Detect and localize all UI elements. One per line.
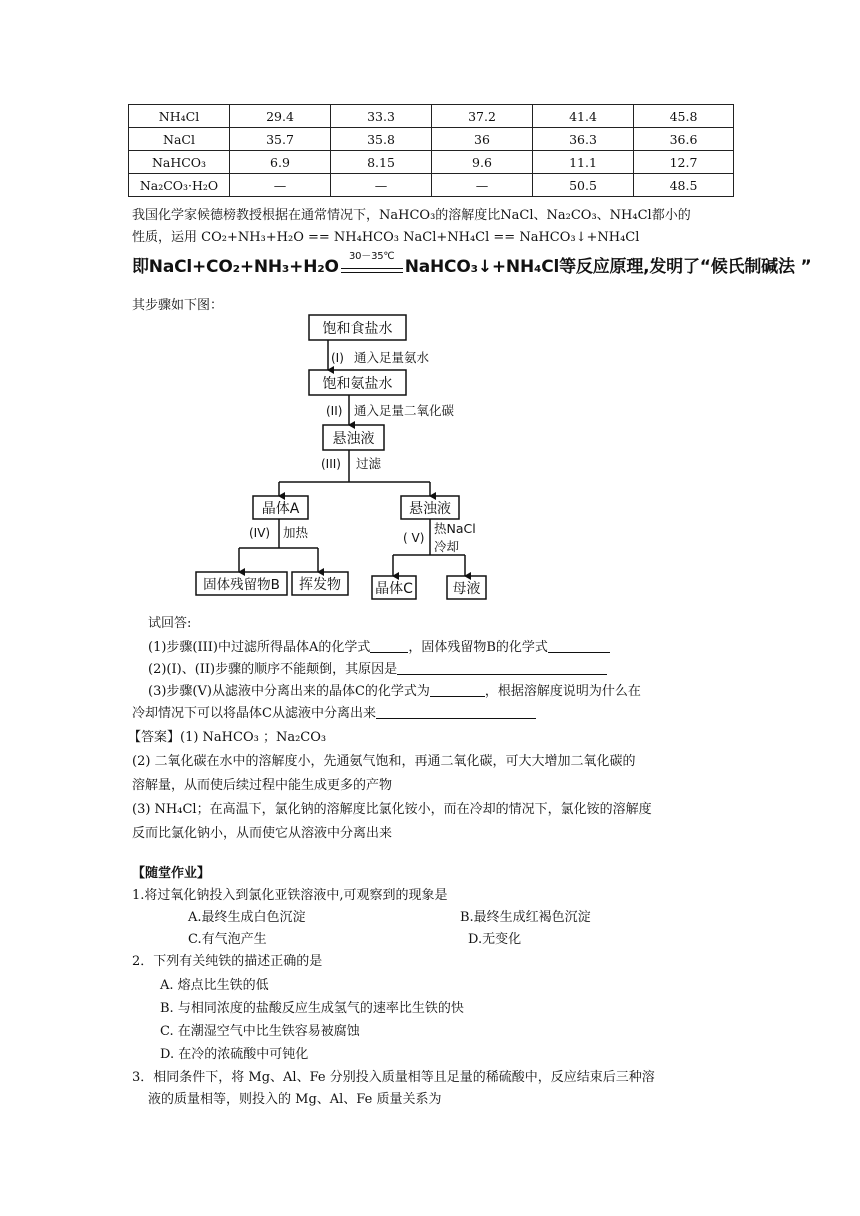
mother-liquor-label: 母液 [452, 581, 481, 597]
answer-line-4: (3) NH₄Cl；在高温下，氯化钠的溶解度比氯化铵小，而在冷却的情况下，氯化铵的溶解度 [132, 802, 652, 817]
step3-text: 过滤 [356, 456, 382, 471]
box1-label: 饱和食盐水 [322, 321, 393, 337]
suspension-2-label: 悬浊液 [409, 501, 451, 517]
question-1-part-b: ，固体残留物B的化学式 [408, 640, 548, 655]
table-cell: — [331, 174, 432, 197]
crystal-c-label: 晶体C [375, 581, 413, 597]
homework-question-1: 1.将过氧化钠投入到氯化亚铁溶液中,可观察到的现象是 [132, 888, 448, 903]
table-cell: 6.9 [230, 151, 331, 174]
step1-text: 通入足量氨水 [354, 350, 430, 365]
table-cell: 41.4 [533, 105, 634, 128]
question-1 [148, 636, 610, 655]
answer-blank [397, 661, 607, 675]
question-3-part-a: (3)步骤(V)从滤液中分离出来的晶体C的化学式为 [148, 684, 430, 699]
box2-label: 饱和氨盐水 [322, 376, 393, 392]
hw-q1-option-b: B.最终生成红褐色沉淀 [460, 910, 591, 925]
crystal-a-label: 晶体A [261, 501, 300, 517]
table-cell: — [230, 174, 331, 197]
answer-blank [430, 683, 485, 697]
box3-label: 悬浊液 [332, 431, 375, 447]
step4-number: (IV) [249, 526, 271, 540]
step3-number: (III) [321, 457, 341, 471]
question-3-part-c: 冷却情况下可以将晶体C从滤液中分离出来 [132, 706, 376, 721]
homework-question-3-line-2: 液的质量相等，则投入的 Mg、Al、Fe 质量关系为 [148, 1092, 442, 1107]
hw-q2-option-a: A. 熔点比生铁的低 [160, 978, 269, 993]
table-cell: NH₄Cl [129, 105, 230, 128]
step2-text: 通入足量二氧化碳 [354, 403, 455, 418]
table-cell: 33.3 [331, 105, 432, 128]
step2-number: (II) [326, 404, 343, 418]
solid-residue-b-label: 固体残留物B [203, 577, 280, 593]
question-3-continued [132, 702, 536, 721]
table-cell: 48.5 [634, 174, 734, 197]
step1-number: (I) [331, 351, 344, 365]
table-cell: 11.1 [533, 151, 634, 174]
step4-text: 加热 [283, 525, 309, 540]
table-cell: 36.3 [533, 128, 634, 151]
answer-line-2: (2) 二氧化碳在水中的溶解度小，先通氨气饱和，再通二氧化碳，可大大增加二氧化碳的 [132, 754, 636, 769]
equation-left: 即NaCl+CO₂+NH₃+H₂O [132, 257, 339, 277]
steps-intro: 其步骤如下图： [132, 298, 224, 313]
equation-right: NaHCO₃↓+NH₄Cl等反应原理,发明了“候氏制碱法 ” [404, 257, 812, 277]
table-cell: 50.5 [533, 174, 634, 197]
question-3 [148, 680, 641, 699]
table-cell: 36 [432, 128, 533, 151]
hw-q1-option-c: C.有气泡产生 [188, 932, 267, 947]
answer-line-3: 溶解量，从而使后续过程中能生成更多的产物 [132, 778, 393, 793]
answer-blank [376, 705, 536, 719]
hw-q2-option-c: C. 在潮湿空气中比生铁容易被腐蚀 [160, 1024, 360, 1039]
step5-number: ( V) [403, 531, 425, 545]
table-cell: 8.15 [331, 151, 432, 174]
question-2-text: (2)(I)、(II)步骤的顺序不能颠倒，其原因是 [148, 662, 398, 677]
homework-question-3-line-1: 3．相同条件下，将 Mg、Al、Fe 分别投入质量相等且足量的稀硫酸中，反应结束后三种溶 [132, 1070, 655, 1085]
questions-heading: 试回答: [148, 616, 192, 631]
table-cell: 29.4 [230, 105, 331, 128]
table-cell: — [432, 174, 533, 197]
answer-line-5: 反而比氯化钠小，从而使它从溶液中分离出来 [132, 826, 393, 841]
hw-q1-option-d: D.无变化 [468, 932, 522, 947]
step5-text-line2: 冷却 [434, 539, 460, 554]
answer-blank [548, 639, 610, 653]
table-cell: 12.7 [634, 151, 734, 174]
condition-label: 30－35℃ [348, 251, 395, 262]
answer-blank [370, 639, 408, 653]
table-cell: 37.2 [432, 105, 533, 128]
answer-line-1: 【答案】(1) NaHCO₃ ；Na₂CO₃ [128, 730, 327, 745]
question-1-part-a: (1)步骤(III)中过滤所得晶体A的化学式 [148, 640, 371, 655]
volatiles-label: 挥发物 [299, 577, 341, 593]
homework-question-2: 2．下列有关纯铁的描述正确的是 [132, 954, 323, 969]
question-2 [148, 658, 607, 677]
intro-line-2: 性质，运用 CO₂+NH₃+H₂O == NH₄HCO₃ NaCl+NH₄Cl == NaHCO₃↓+NH₄Cl [132, 230, 640, 245]
step5-text-line1: 热NaCl [434, 521, 476, 536]
table-cell: 36.6 [634, 128, 734, 151]
intro-line-1: 我国化学家候德榜教授根据在通常情况下，NaHCO₃的溶解度比NaCl、Na₂CO₃、NH₄Cl都小的 [132, 208, 691, 223]
table-cell: Na₂CO₃·H₂O [129, 174, 230, 197]
table-cell: 35.7 [230, 128, 331, 151]
homework-heading: 【随堂作业】 [132, 866, 211, 881]
table-cell: NaHCO₃ [129, 151, 230, 174]
table-cell: NaCl [129, 128, 230, 151]
hw-q1-option-a: A.最终生成白色沉淀 [188, 910, 306, 925]
hw-q2-option-d: D. 在冷的浓硫酸中可钝化 [160, 1047, 309, 1062]
question-3-part-b: ，根据溶解度说明为什么在 [484, 684, 641, 699]
table-cell: 35.8 [331, 128, 432, 151]
table-cell: 9.6 [432, 151, 533, 174]
hw-q2-option-b: B. 与相同浓度的盐酸反应生成氢气的速率比生铁的快 [160, 1001, 464, 1016]
table-cell: 45.8 [634, 105, 734, 128]
